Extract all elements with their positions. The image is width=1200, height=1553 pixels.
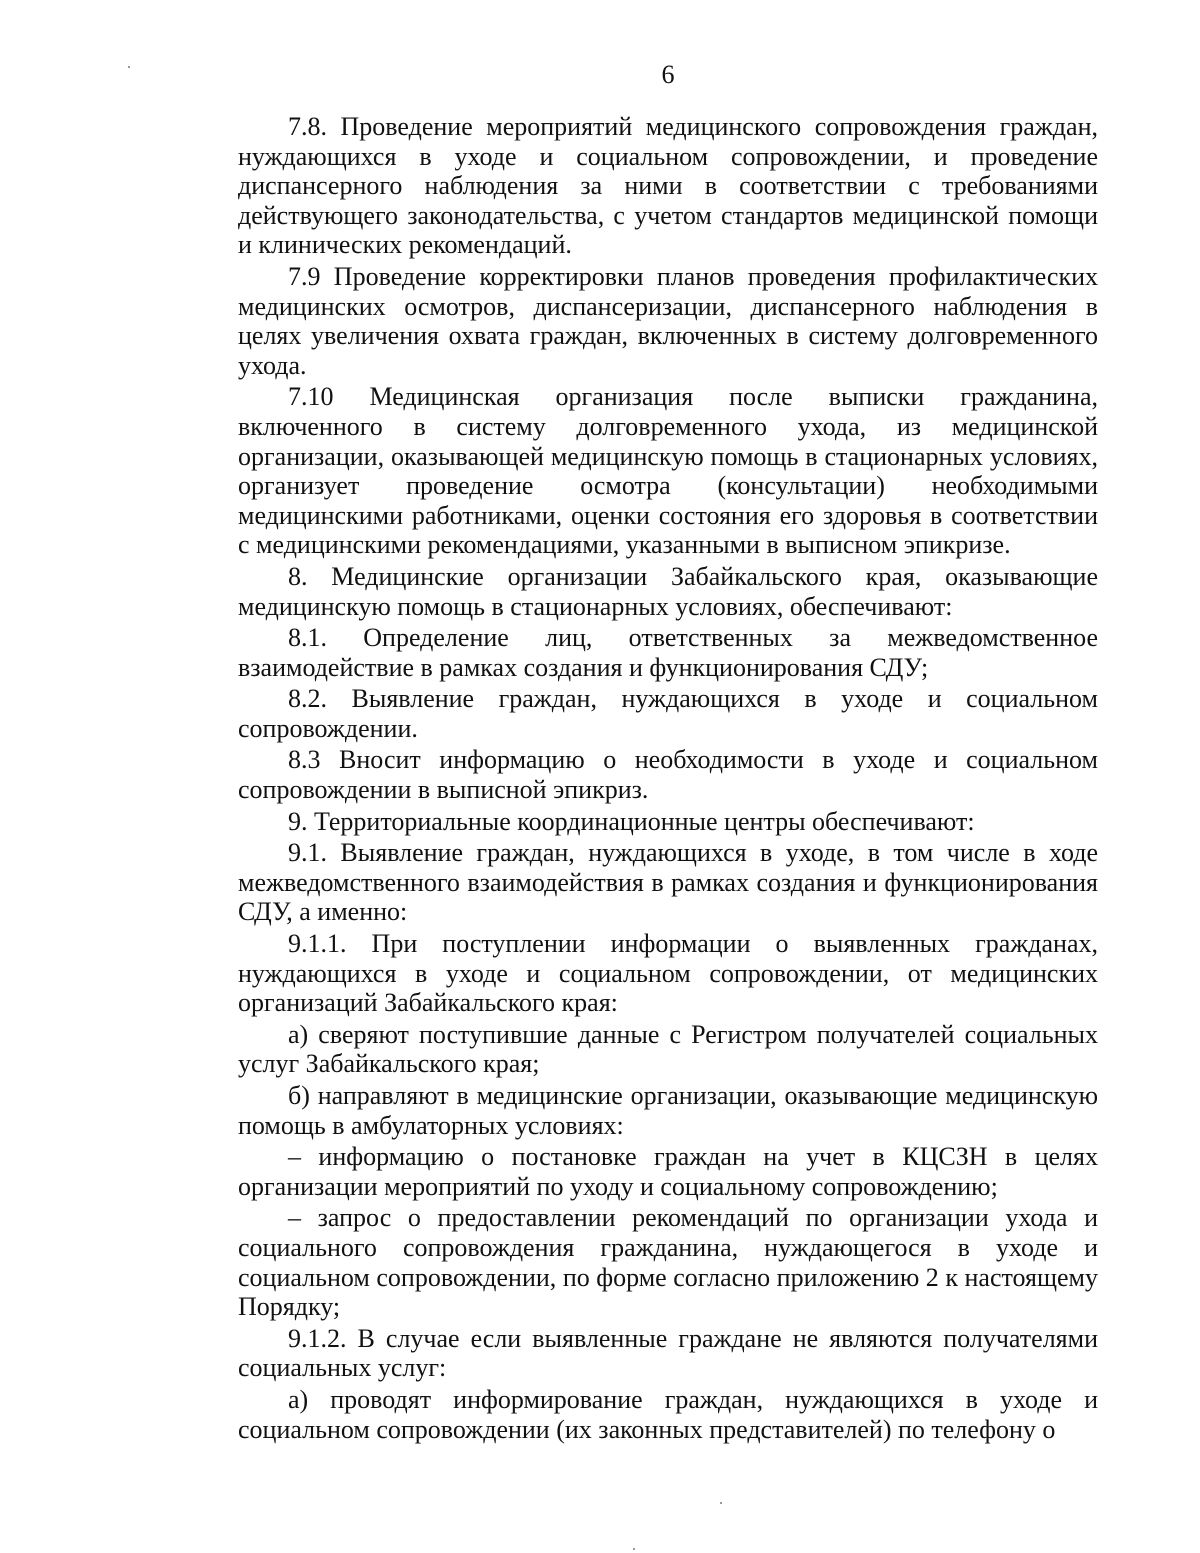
paragraph-9: 9. Территориальные координационные центры обеспечивают: — [288, 806, 975, 836]
paragraph-dash-request: – запрос о предоставлении рекомендаций по организации ухода и социального сопровождения гражданина, нуждающегося в уходе и социальном сопровождении, по форме согласно приложению 2 к настоящему Порядку; — [238, 1203, 1098, 1322]
paragraph-9-1-2: 9.1.2. В случае если выявленные граждане не являются получателями социальных услуг: — [238, 1323, 1098, 1383]
scan-speck — [128, 66, 130, 68]
scan-speck — [720, 1502, 722, 1504]
paragraph-dash-info: – информацию о постановке граждан на учет в КЦСЗН в целях организации мероприятий по уходу и социальному сопровождению; — [238, 1142, 1098, 1201]
paragraph-7-10: 7.10 Медицинская организация после выписки гражданина, включенного в систему долговременного ухода, из медицинской организации, оказывающей медицинскую помощь в стационарных условиях, организует проведение осмотра (консультации) необходимыми медицинскими работниками, оценки состояния его здоровья в соответствии с медицинскими рекомендациями, указанными в выписном эпикризе. — [238, 382, 1098, 560]
paragraph-9-1-2-a: а) проводят информирование граждан, нуждающихся в уходе и социальном сопровождении (их законных представителей) по телефону о — [238, 1384, 1098, 1444]
paragraph-9-1-1: 9.1.1. При поступлении информации о выявленных гражданах, нуждающихся в уходе и социальном сопровождении, от медицинских организаций Забайкальского края: — [238, 929, 1098, 1018]
paragraph-8-1: 8.1. Определение лиц, ответственных за межведомственное взаимодействие в рамках создания и функционирования СДУ; — [238, 623, 1098, 682]
paragraph-8-3: 8.3 Вносит информацию о необходимости в уходе и социальном сопровождении в выписной эпикриз. — [238, 745, 1098, 805]
paragraph-8-2: 8.2. Выявление граждан, нуждающихся в уходе и социальном сопровождении. — [238, 684, 1098, 743]
paragraph-9-1-1-b: б) направляют в медицинские организации, оказывающие медицинскую помощь в амбулаторных условиях: — [238, 1081, 1098, 1140]
paragraph-7-9: 7.9 Проведение корректировки планов проведения профилактических медицинских осмотров, диспансеризации, диспансерного наблюдения в целях увеличения охвата граждан, включенных в систему долговременного ухода. — [238, 261, 1098, 380]
page-number: 6 — [661, 60, 675, 89]
scan-speck — [633, 1548, 635, 1550]
paragraph-8: 8. Медицинские организации Забайкальского края, оказывающие медицинскую помощь в стационарных условиях, обеспечивают: — [238, 561, 1098, 621]
paragraph-7-8: 7.8. Проведение мероприятий медицинского сопровождения граждан, нуждающихся в уходе и социальном сопровождении, и проведение диспансерного наблюдения за ними в соответствии с требованиями действующего законодательства, с учетом стандартов медицинской помощи и клинических рекомендаций. — [238, 112, 1098, 260]
paragraph-9-1: 9.1. Выявление граждан, нуждающихся в уходе, в том числе в ходе межведомственного взаимодействия в рамках создания и функционирования СДУ, а именно: — [238, 838, 1098, 927]
document-body — [238, 112, 1098, 1446]
paragraph-9-1-1-a: а) сверяют поступившие данные с Регистром получателей социальных услуг Забайкальского края; — [238, 1019, 1098, 1079]
